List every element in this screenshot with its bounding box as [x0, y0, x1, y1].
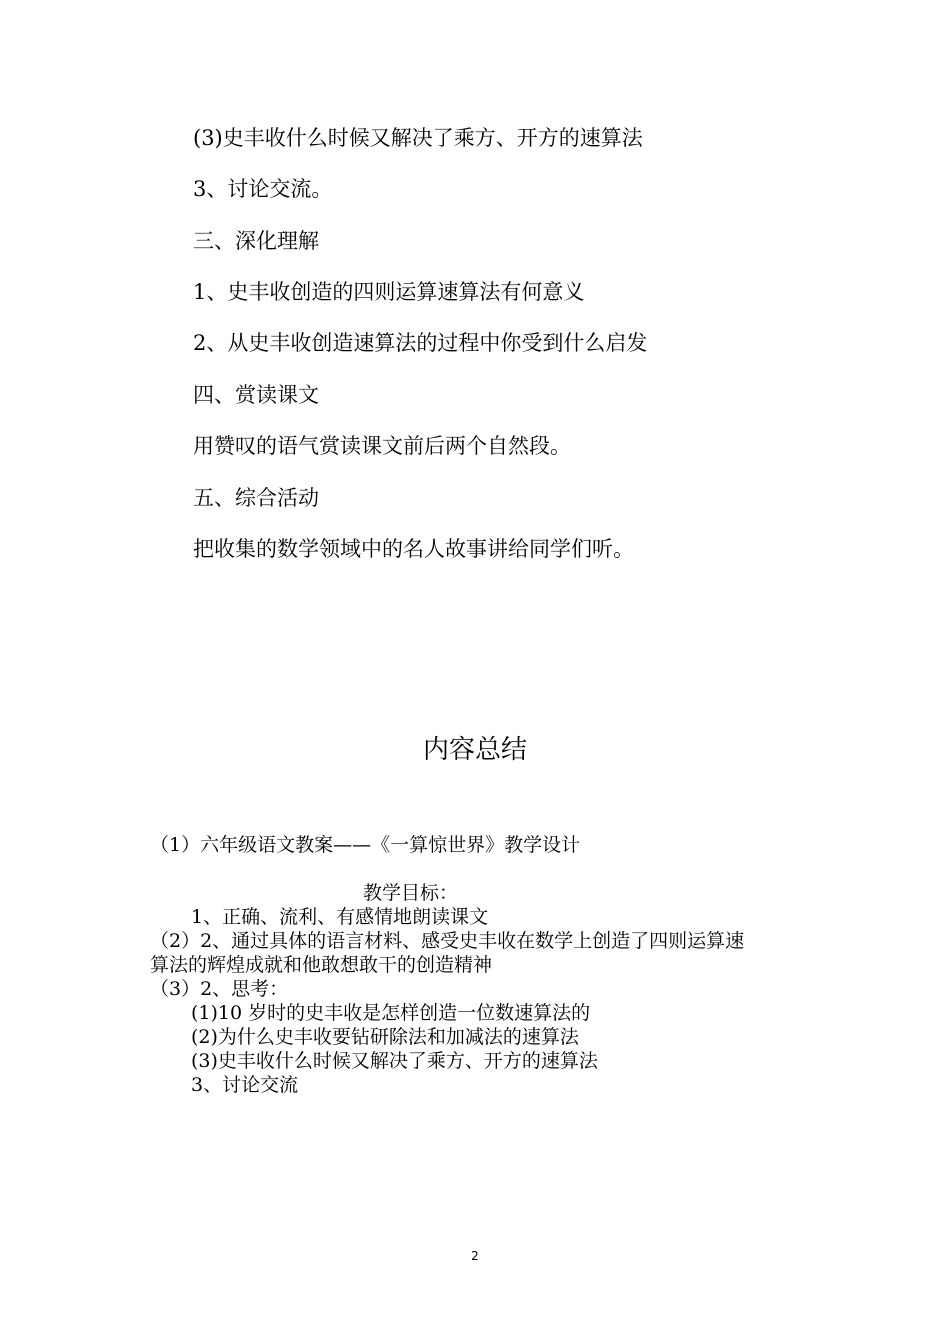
- body-line-question-3: (3)史丰收什么时候又解决了乘方、开方的速算法: [193, 126, 643, 150]
- section-heading-deepen: 三、深化理解: [193, 229, 319, 253]
- page-number: 2: [471, 1249, 479, 1263]
- body-line-inspiration: 2、从史丰收创造速算法的过程中你受到什么启发: [193, 331, 648, 355]
- body-line-reading-task: 用赞叹的语气赏读课文前后两个自然段。: [193, 434, 571, 458]
- summary-discussion: 3、讨论交流: [191, 1074, 299, 1096]
- summary-item-1: （1）六年级语文教案——《一算惊世界》教学设计: [150, 834, 581, 856]
- summary-title: 内容总结: [422, 735, 527, 765]
- summary-item-2-line-1: （2）2、通过具体的语言材料、感受史丰收在数学上创造了四则运算速: [150, 930, 745, 952]
- section-heading-reading: 四、赏读课文: [193, 383, 319, 407]
- summary-question-2: (2)为什么史丰收要钻研除法和加减法的速算法: [191, 1026, 579, 1048]
- summary-goal-1: 1、正确、流利、有感情地朗读课文: [191, 906, 489, 928]
- body-line-activity-task: 把收集的数学领域中的名人故事讲给同学们听。: [193, 537, 634, 561]
- summary-item-3: （3）2、思考：: [150, 978, 289, 1000]
- section-heading-activity: 五、综合活动: [193, 486, 319, 510]
- body-line-meaning: 1、史丰收创造的四则运算速算法有何意义: [193, 280, 585, 304]
- summary-question-1: (1)10 岁时的史丰收是怎样创造一位数速算法的: [191, 1002, 591, 1024]
- body-line-discussion: 3、讨论交流。: [193, 177, 333, 201]
- summary-goals-heading: 教学目标：: [363, 882, 459, 904]
- summary-item-2-line-2: 算法的辉煌成就和他敢想敢干的创造精神: [150, 954, 493, 976]
- summary-question-3: (3)史丰收什么时候又解决了乘方、开方的速算法: [191, 1050, 598, 1072]
